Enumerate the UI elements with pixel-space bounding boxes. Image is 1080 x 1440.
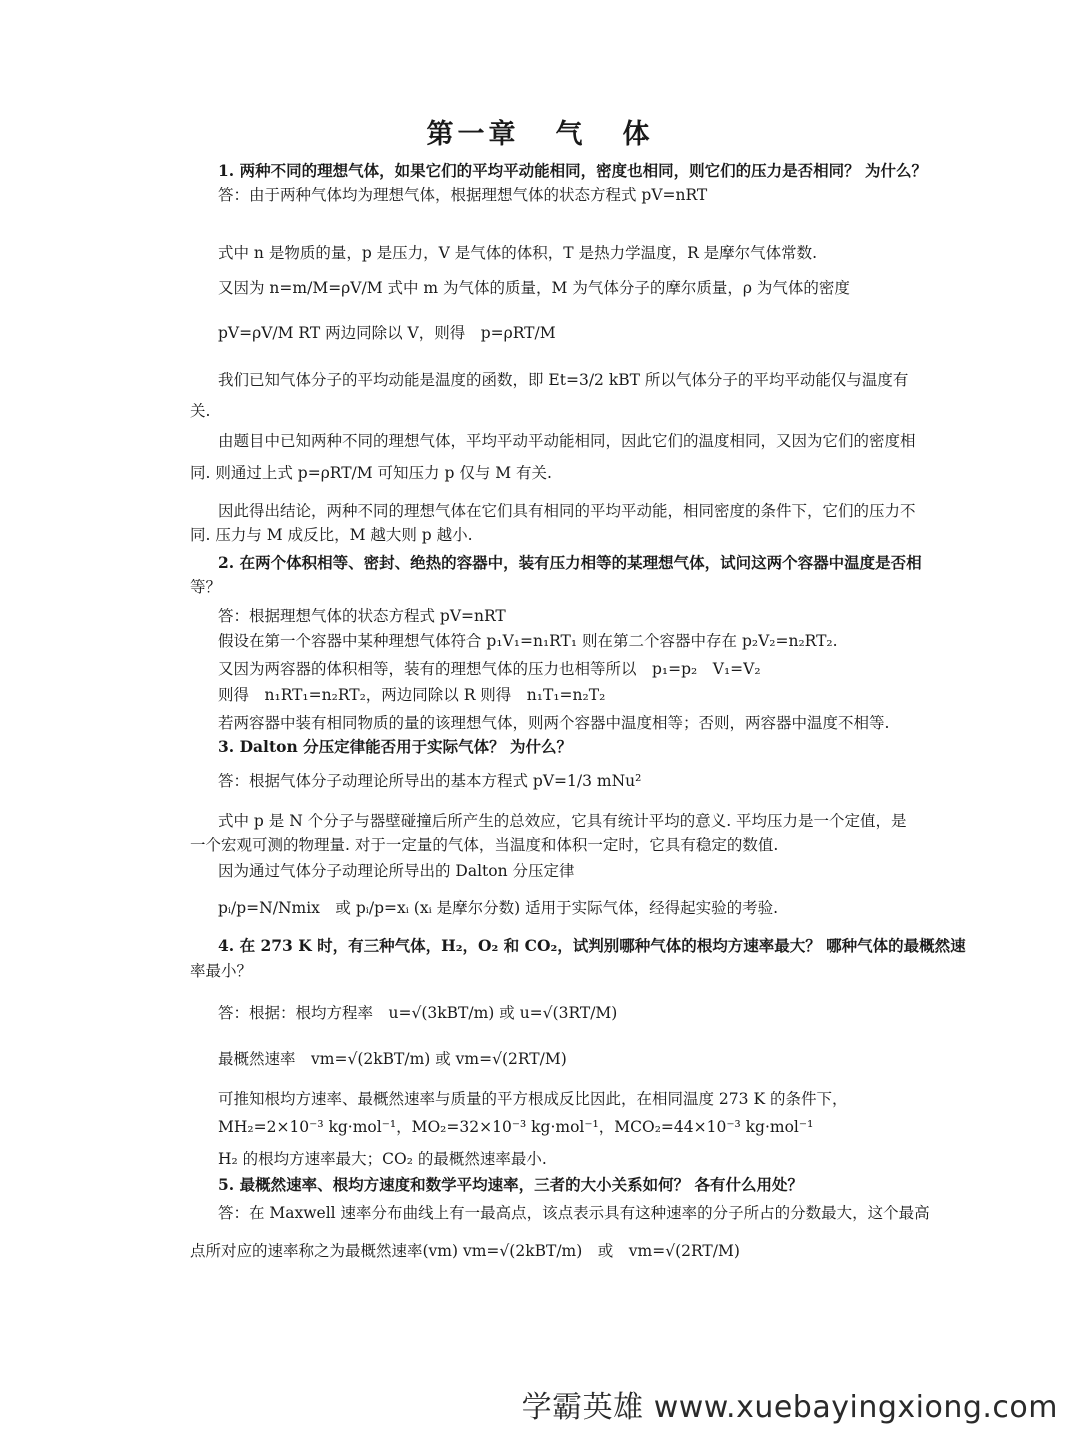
- formula-line: pᵢ/p=N/Nmix 或 pᵢ/p=xᵢ (xᵢ 是摩尔分数) 适用于实际气体，经得起实验的考验.: [218, 899, 779, 917]
- text-line: 式中 n 是物质的量，p 是压力，V 是气体的体积，T 是热力学温度，R 是摩尔气体常数.: [218, 244, 818, 262]
- chapter-name-char-1: 气: [555, 119, 587, 150]
- question-2: 2. 在两个体积相等、密封、绝热的容器中，装有压力相等的某理想气体，试问这两个容器中温度是否相: [218, 553, 922, 572]
- text-line: 同. 压力与 M 成反比，M 越大则 p 越小.: [190, 526, 473, 544]
- text-line: 关.: [190, 402, 211, 420]
- text-line: 式中 p 是 N 个分子与器壁碰撞后所产生的总效应，它具有统计平均的意义. 平均压力是一个定值，是: [218, 812, 907, 830]
- formula-line: MH₂=2×10⁻³ kg·mol⁻¹，MO₂=32×10⁻³ kg·mol⁻¹，MCO₂=44×10⁻³ kg·mol⁻¹: [218, 1118, 814, 1136]
- answer-line: 答：由于两种气体均为理想气体，根据理想气体的状态方程式 pV=nRT: [218, 186, 708, 204]
- answer-line: 答：根据：根均方程率 u=√(3kBT/m) 或 u=√(3RT/M): [218, 1004, 618, 1022]
- text-line: 又因为两容器的体积相等，装有的理想气体的压力也相等所以 p₁=p₂ V₁=V₂: [218, 660, 761, 678]
- formula-line: 点所对应的速率称之为最概然速率(vm) vm=√(2kBT/m) 或 vm=√(2RT/M): [190, 1242, 740, 1260]
- answer-line: 答：在 Maxwell 速率分布曲线上有一最高点，该点表示具有这种速率的分子所占的分数最大，这个最高: [218, 1204, 930, 1222]
- text-line: 一个宏观可测的物理量. 对于一定量的气体，当温度和体积一定时，它具有稳定的数值.: [190, 836, 779, 854]
- question-1: 1. 两种不同的理想气体，如果它们的平均平动能相同，密度也相同，则它们的压力是否相同？ 为什么？: [218, 161, 927, 180]
- text-line: 我们已知气体分子的平均动能是温度的函数，即 Et=3/2 kBT 所以气体分子的平均平动能仅与温度有: [218, 371, 909, 389]
- text-line: 因为通过气体分子动理论所导出的 Dalton 分压定律: [218, 862, 575, 880]
- question-4: 4. 在 273 K 时，有三种气体，H₂，O₂ 和 CO₂，试判别哪种气体的根均方速率最大？ 哪种气体的最概然速: [218, 936, 966, 955]
- question-5: 5. 最概然速率、根均方速度和数学平均速率，三者的大小关系如何？ 各有什么用处？: [218, 1175, 803, 1194]
- text-line: 率最小？: [190, 962, 253, 980]
- chapter-title: [0, 112, 1080, 151]
- text-line: 因此得出结论，两种不同的理想气体在它们具有相同的平均平动能，相同密度的条件下，它们的压力不: [218, 502, 916, 520]
- text-line: 则得 n₁RT₁=n₂RT₂，两边同除以 R 则得 n₁T₁=n₂T₂: [218, 686, 606, 704]
- text-line: H₂ 的根均方速率最大；CO₂ 的最概然速率最小.: [218, 1150, 547, 1168]
- formula-line: 最概然速率 vm=√(2kBT/m) 或 vm=√(2RT/M): [218, 1050, 567, 1068]
- formula-line: pV=ρV/M RT 两边同除以 V，则得 p=ρRT/M: [218, 324, 556, 342]
- chapter-number: 第一章: [426, 119, 520, 150]
- text-line: 同. 则通过上式 p=ρRT/M 可知压力 p 仅与 M 有关.: [190, 464, 552, 482]
- text-line: 等？: [190, 578, 222, 596]
- text-line: 由题目中已知两种不同的理想气体，平均平动平动能相同，因此它们的温度相同，又因为它们的密度相: [218, 432, 916, 450]
- chapter-name-char-2: 体: [622, 119, 654, 150]
- text-line: 若两容器中装有相同物质的量的该理想气体，则两个容器中温度相等；否则，两容器中温度不相等.: [218, 714, 890, 732]
- answer-line: 答：根据气体分子动理论所导出的基本方程式 pV=1/3 mNu²: [218, 772, 642, 790]
- text-line: 可推知根均方速率、最概然速率与质量的平方根成反比因此，在相同温度 273 K 的条件下，: [218, 1090, 848, 1108]
- watermark: 学霸英雄 www.xuebayingxiong.com: [521, 1390, 1058, 1425]
- formula-line: 又因为 n=m/M=ρV/M 式中 m 为气体的质量，M 为气体分子的摩尔质量，ρ 为气体的密度: [218, 279, 850, 297]
- text-line: 假设在第一个容器中某种理想气体符合 p₁V₁=n₁RT₁ 则在第二个容器中存在 p₂V₂=n₂RT₂.: [218, 632, 838, 650]
- answer-line: 答：根据理想气体的状态方程式 pV=nRT: [218, 607, 506, 625]
- question-3: 3. Dalton 分压定律能否用于实际气体？ 为什么？: [218, 737, 573, 756]
